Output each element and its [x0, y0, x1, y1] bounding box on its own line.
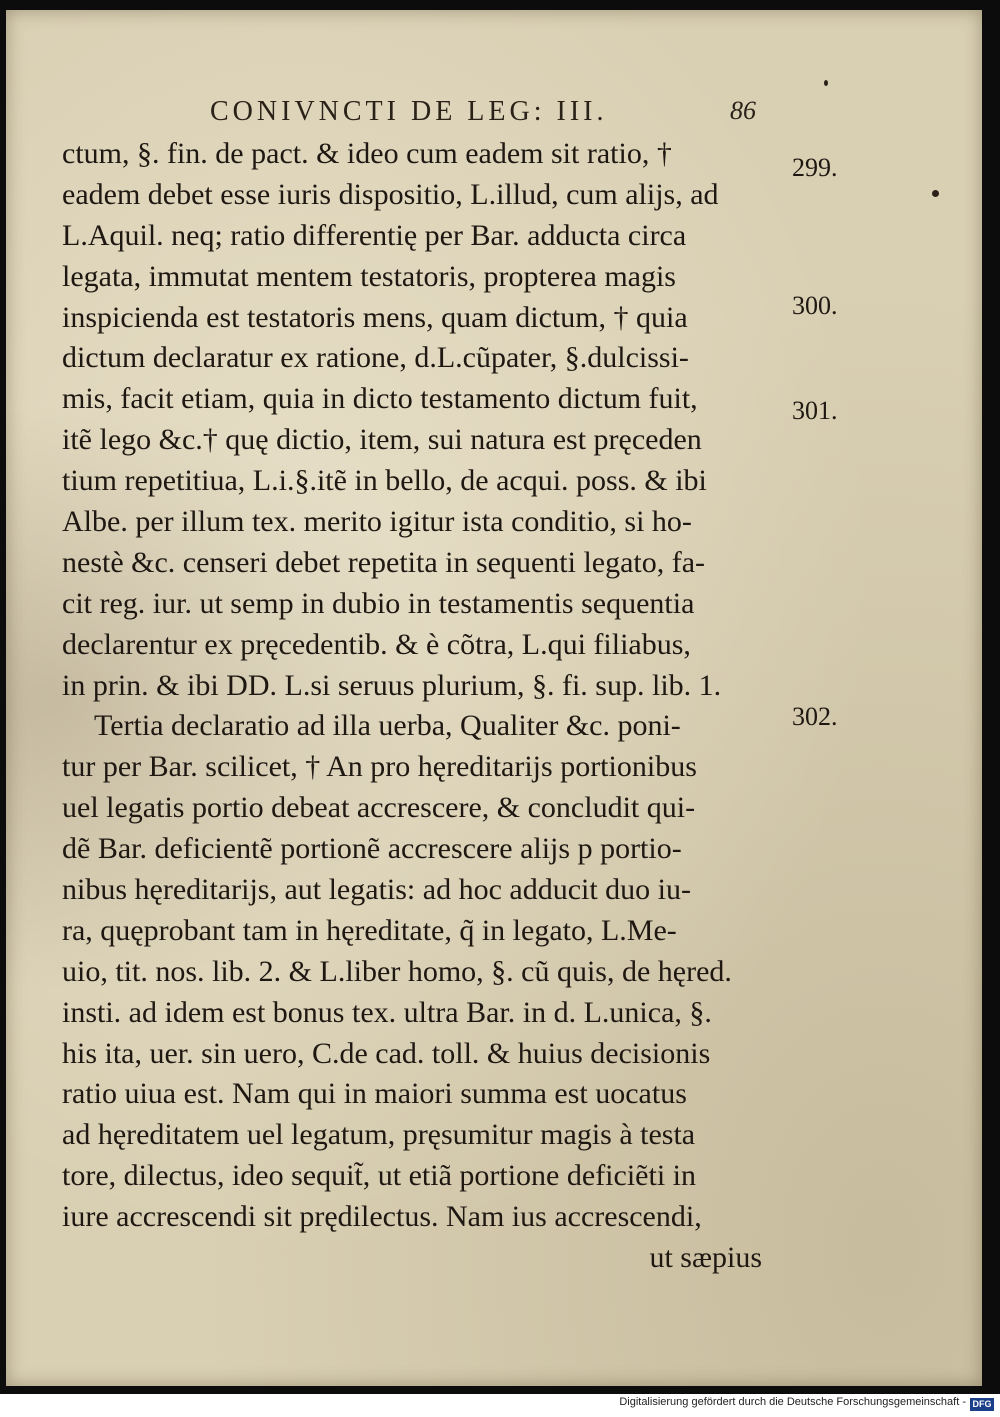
text-line: eadem debet esse iuris dispositio, L.illud, cum alijs, ad — [62, 177, 719, 211]
ink-speck — [932, 190, 939, 197]
text-line: ra, quęprobant tam in hęreditate, q̃ in legato, L.Me- — [62, 913, 677, 947]
text-line: ratio uiua est. Nam qui in maiori summa est uocatus — [62, 1077, 687, 1111]
text-line: nestè &c. censeri debet repetita in sequenti legato, fa- — [62, 545, 706, 579]
ink-speck — [824, 80, 828, 86]
text-line: insti. ad idem est bonus tex. ultra Bar. in d. L.unica, §. — [62, 995, 712, 1029]
main-text — [62, 134, 762, 1279]
text-line: declarentur ex pręcedentib. & è cõtra, L.qui filiabus, — [62, 627, 691, 661]
text-line: tur per Bar. scilicet, † An pro hęreditarijs portionibus — [62, 750, 697, 784]
text-line: ctum, §. fin. de pact. & ideo cum eadem sit ratio, † — [62, 137, 672, 170]
text-line: uio, tit. nos. lib. 2. & L.liber homo, §. cũ quis, de hęred. — [62, 954, 732, 988]
catchword-line: ut sæpius — [649, 1241, 762, 1275]
text-line: L.Aquil. neq; ratio differentię per Bar. adducta circa — [62, 218, 687, 252]
dfg-logo-icon: DFG — [970, 1398, 994, 1411]
text-line: tium repetitiua, L.i.§.itẽ in bello, de acqui. poss. & ibi — [62, 464, 707, 498]
text-line: nibus hęreditarijs, aut legatis: ad hoc adducit duo iu- — [62, 873, 692, 907]
text-line: ad hęreditatem uel legatum, pręsumitur magis à testa — [62, 1118, 696, 1152]
text-line: dictum declaratur ex ratione, d.L.cũpater, §.dulcissi- — [62, 341, 689, 375]
margin-note-number: 299. — [792, 153, 838, 182]
text-line: iure accrescendi sit prędilectus. Nam ius accrescendi, — [62, 1200, 702, 1234]
text-line: cit reg. iur. ut semp in dubio in testamentis sequentia — [62, 586, 695, 620]
funding-credit: Digitalisierung gefördert durch die Deutsche Forschungsgemeinschaft - — [619, 1396, 966, 1408]
text-line: in prin. & ibi DD. L.si seruus plurium, §. fi. sup. lib. 1. — [62, 668, 722, 702]
text-line: legata, immutat mentem testatoris, propterea magis — [62, 259, 676, 293]
margin-note-number: 300. — [792, 291, 838, 320]
folio-number: 86 — [730, 96, 756, 125]
running-title: CONIVNCTI DE LEG: III. — [210, 96, 608, 127]
text-line: itẽ lego &c.† quę dictio, item, sui natura est pręceden — [62, 423, 702, 457]
book-page — [6, 10, 982, 1386]
text-line: uel legatis portio debeat accrescere, & concludit qui- — [62, 791, 696, 825]
text-line: mis, facit etiam, quia in dicto testamento dictum fuit, — [62, 382, 698, 416]
page-header — [6, 96, 982, 136]
margin-note-number: 301. — [792, 396, 838, 425]
margin-note-number: 302. — [792, 702, 838, 731]
paragraph-start-line: Tertia declaratio ad illa uerba, Qualiter &c. poni- — [94, 709, 681, 743]
text-line: tore, dilectus, ideo sequit̃, ut etiã portione deficiẽti in — [62, 1159, 696, 1193]
text-line: Albe. per illum tex. merito igitur ista conditio, si ho- — [62, 505, 692, 539]
text-line: his ita, uer. sin uero, C.de cad. toll. & huius decisionis — [62, 1036, 711, 1070]
text-line: inspicienda est testatoris mens, quam dictum, † quia — [62, 300, 688, 334]
digitization-footer — [0, 1394, 1000, 1417]
text-line: dẽ Bar. deficientẽ portionẽ accrescere alijs p portio- — [62, 832, 682, 866]
